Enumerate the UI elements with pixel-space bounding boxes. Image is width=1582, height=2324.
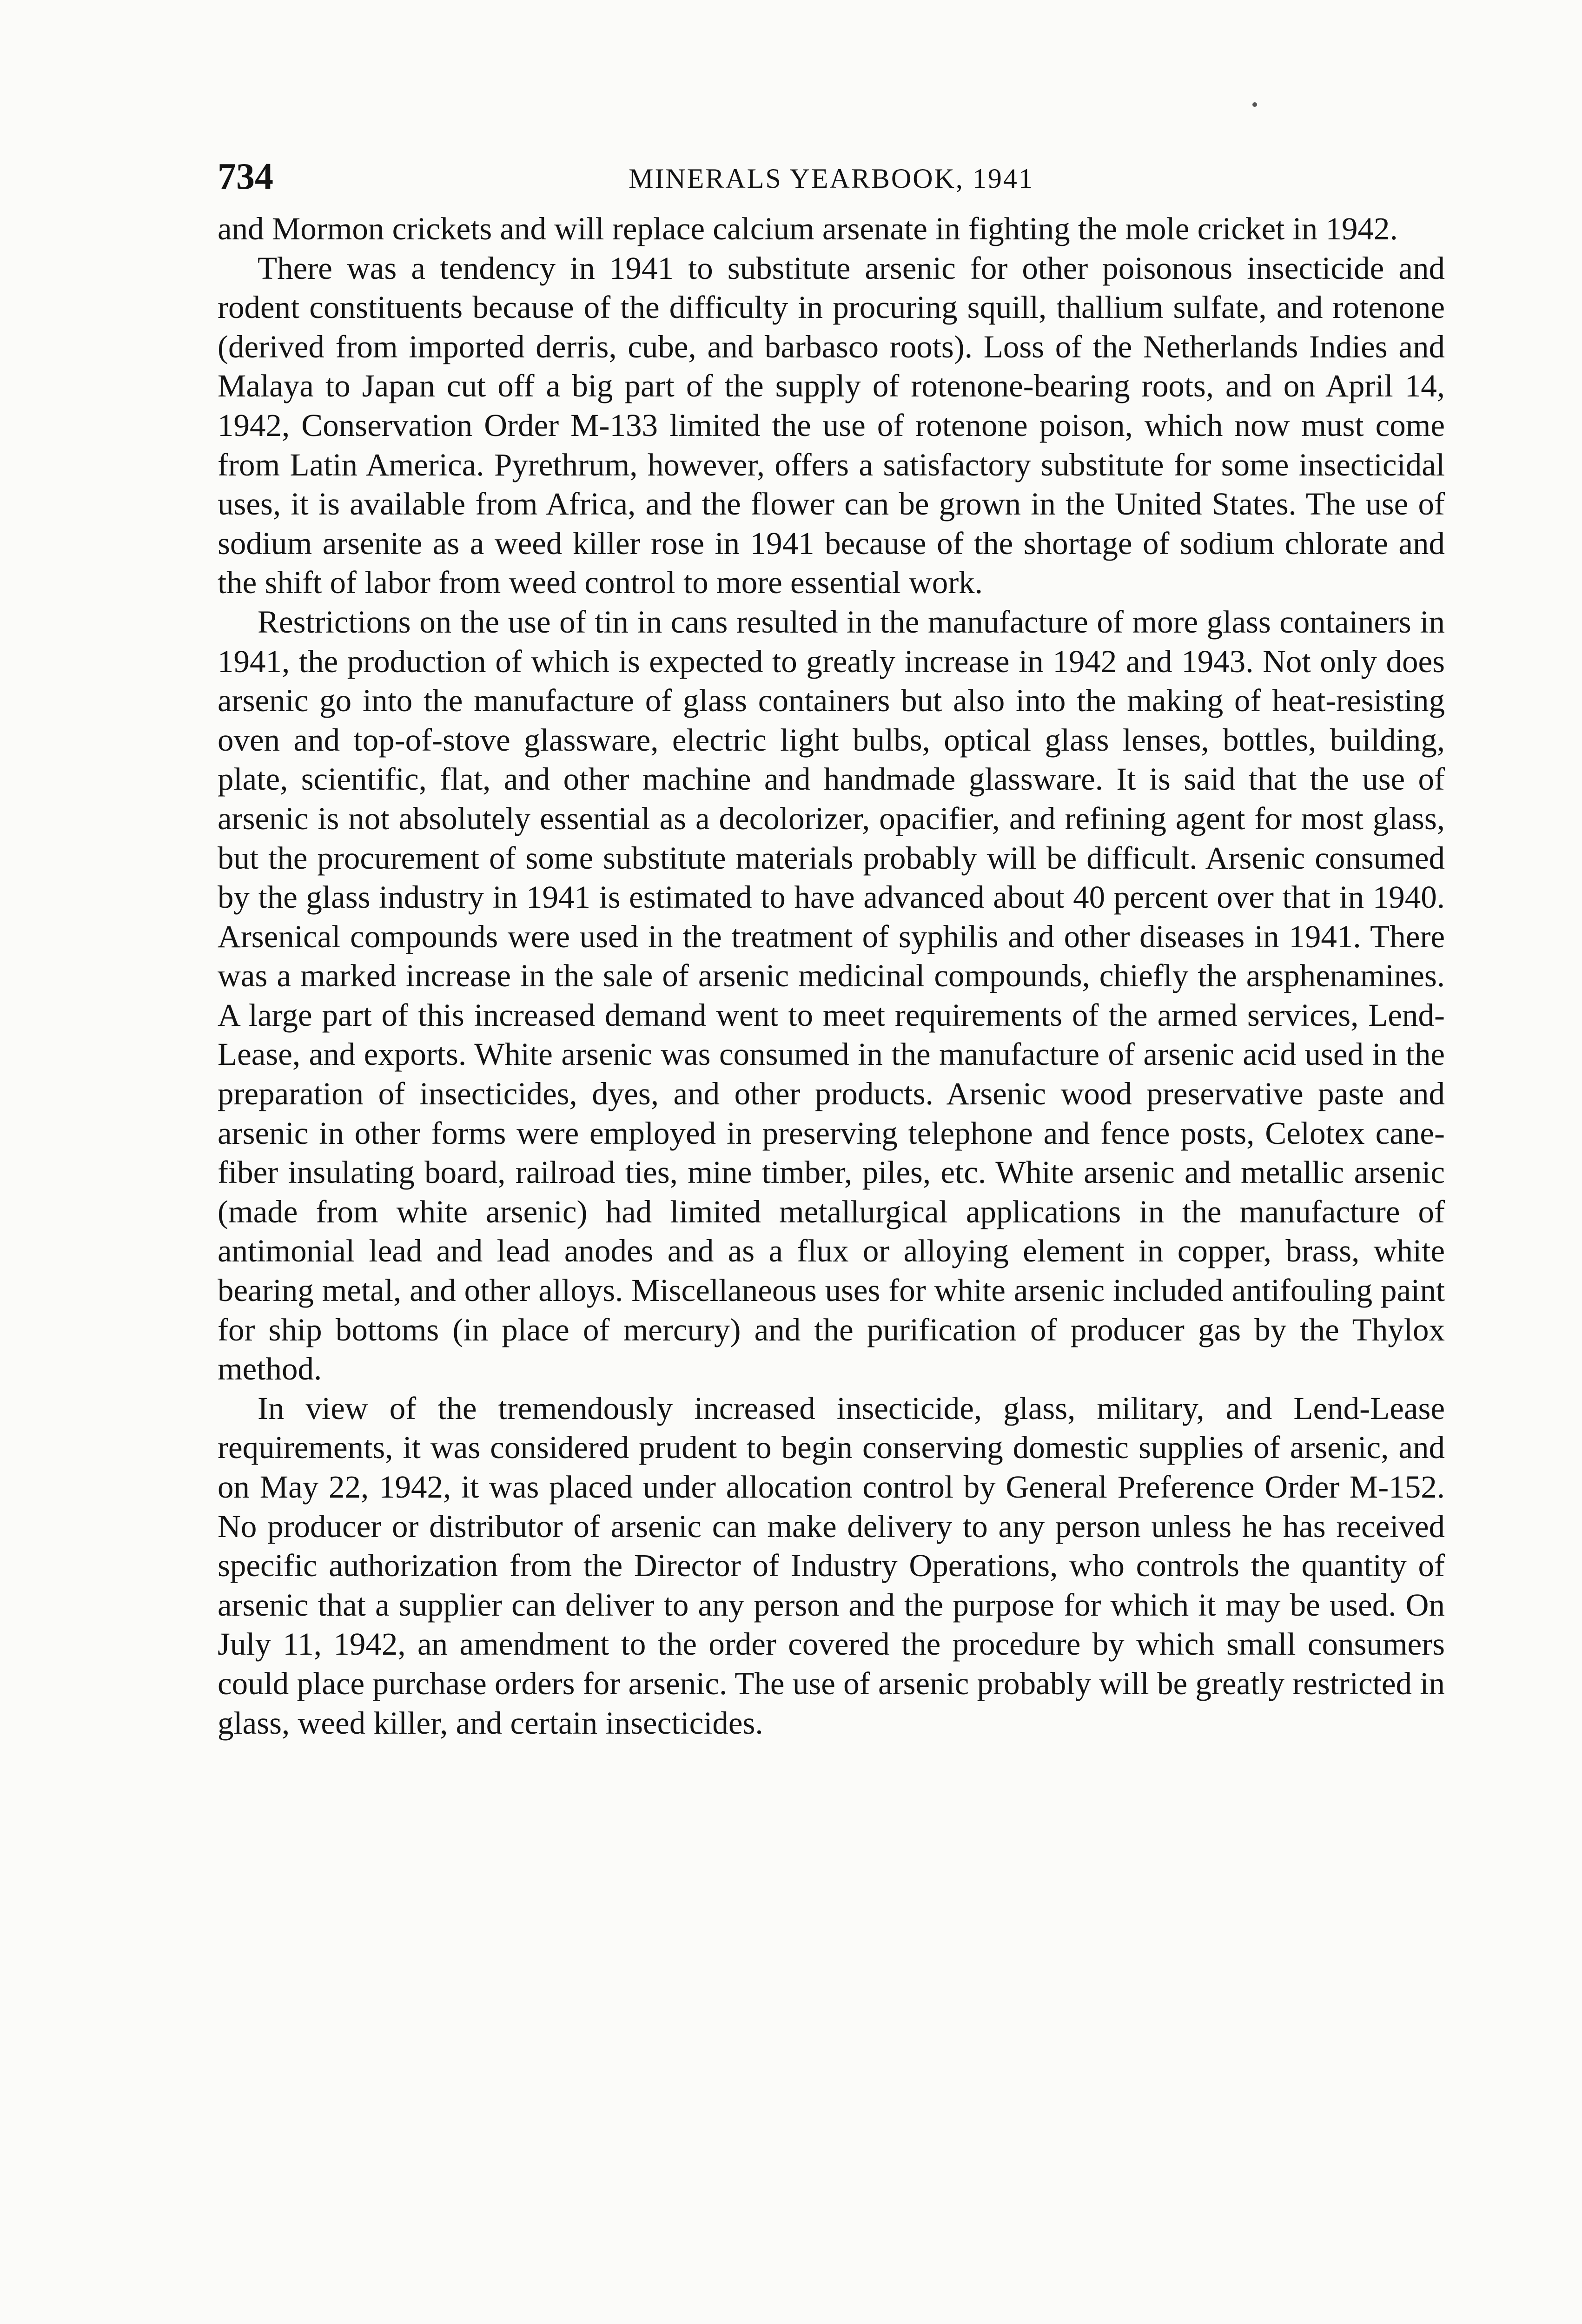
paragraph-3: Restrictions on the use of tin in cans resulted in the manufacture of more glass containers in 1941, the production of which is expected to greatly increase in 1942 and 1943. Not only does arsenic go into the manufacture of glass containers but also into the making of heat-resisting oven and top-of-stove glassware, electric light bulbs, optical glass lenses, bottles, building, plate, scientific, flat, and other machine and handmade glassware. It is said that the use of arsenic is not absolutely essential as a decolorizer, opacifier, and refining agent for most glass, but the procurement of some substitute materials probably will be difficult. Arsenic consumed by the glass industry in 1941 is estimated to have advanced about 40 percent over that in 1940. Arsenical compounds were used in the treatment of syphilis and other diseases in 1941. There was a marked increase in the sale of arsenic medicinal compounds, chiefly the arsphenamines. A large part of this increased demand went to meet requirements of the armed services, Lend-Lease, and exports. White arsenic was consumed in the manufacture of arsenic acid used in the preparation of insecticides, dyes, and other products. Arsenic wood preservative paste and arsenic in other forms were employed in preserving telephone and fence posts, Celotex cane-fiber insulating board, railroad ties, mine timber, piles, etc. White arsenic and metallic arsenic (made from white arsenic) had limited metallurgical applications in the manufacture of antimonial lead and lead anodes and as a flux or alloying element in copper, brass, white bearing metal, and other alloys. Miscellaneous uses for white arsenic included antifouling paint for ship bottoms (in place of mercury) and the purification of producer gas by the Thylox method. bbox=[218, 604, 1445, 1387]
paragraph-1: and Mormon crickets and will replace calcium arsenate in fighting the mole cricket in 1942. bbox=[218, 211, 1398, 246]
paragraph-4: In view of the tremendously increased insecticide, glass, military, and Lend-Lease requirements, it was considered prudent to begin conserving domestic supplies of arsenic, and on May 22, 1942, it was placed under allocation control by General Preference Order M-152. No producer or distributor of arsenic can make delivery to any person unless he has received specific authorization from the Director of Industry Operations, who controls the quantity of arsenic that a supplier can deliver to any person and the purpose for which it may be used. On July 11, 1942, an amendment to the order covered the procedure by which small consumers could place purchase orders for arsenic. The use of arsenic probably will be greatly restricted in glass, weed killer, and certain insecticides. bbox=[218, 1390, 1445, 1741]
running-header bbox=[218, 158, 1445, 209]
running-title: MINERALS YEARBOOK, 1941 bbox=[629, 163, 1034, 194]
scan-speck bbox=[1252, 102, 1257, 107]
body-text bbox=[218, 209, 1445, 1743]
document-page bbox=[218, 158, 1445, 1743]
paragraph-2: There was a tendency in 1941 to substitute arsenic for other poisonous insecticide and rodent constituents because of the difficulty in procuring squill, thallium sulfate, and rotenone (derived from imported derris, cube, and barbasco roots). Loss of the Netherlands Indies and Malaya to Japan cut off a big part of the supply of rotenone-bearing roots, and on April 14, 1942, Conservation Order M-133 limited the use of rotenone poison, which now must come from Latin America. Pyrethrum, however, offers a satisfactory substitute for some insecticidal uses, it is available from Africa, and the flower can be grown in the United States. The use of sodium arsenite as a weed killer rose in 1941 because of the shortage of sodium chlorate and the shift of labor from weed control to more essential work. bbox=[218, 250, 1445, 601]
page-number: 734 bbox=[218, 156, 273, 197]
